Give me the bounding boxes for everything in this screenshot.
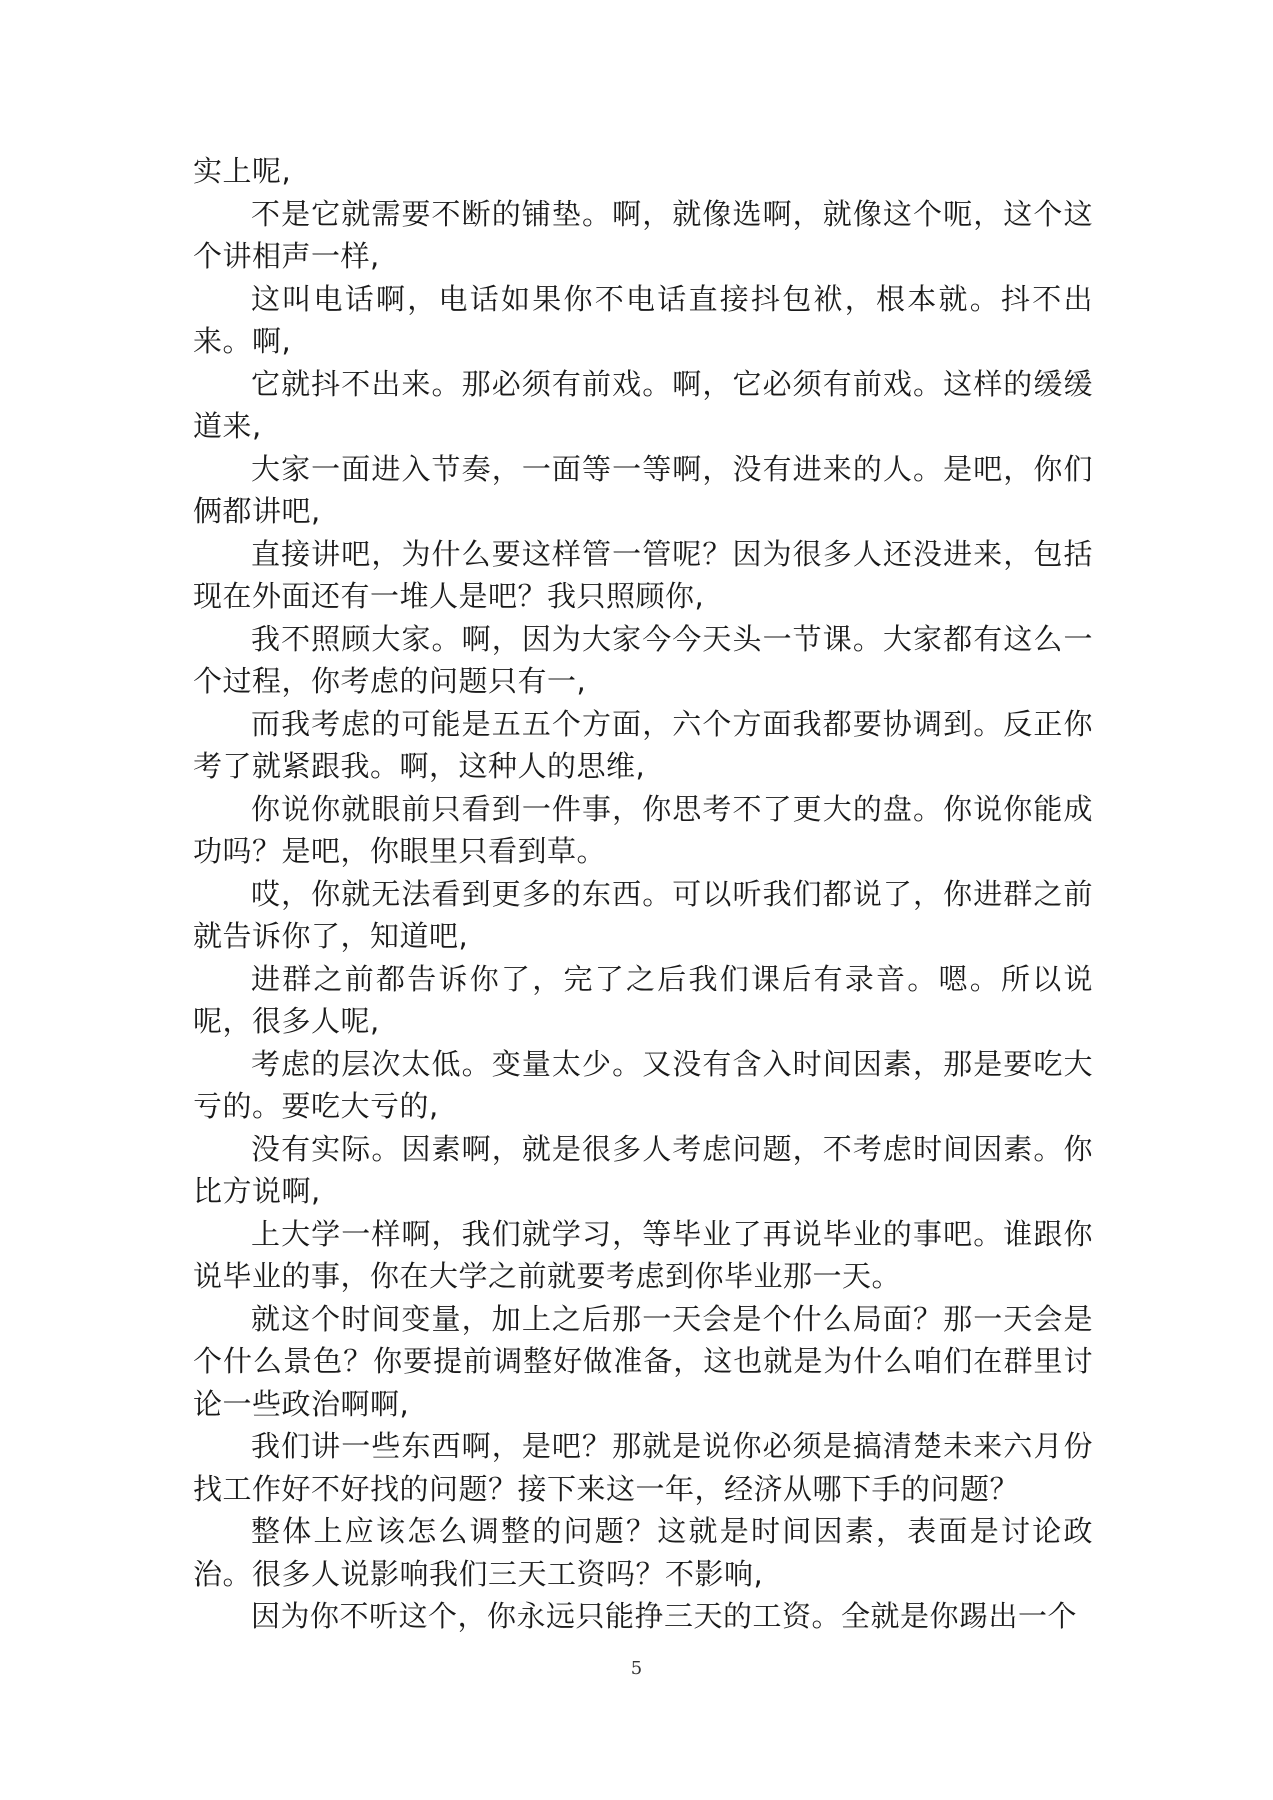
paragraph: 它就抖不出来。那必须有前戏。啊，它必须有前戏。这样的缓缓道来, [193, 366, 1093, 443]
paragraph: 我不照顾大家。啊，因为大家今今天头一节课。大家都有这么一个过程，你考虑的问题只有一, [193, 621, 1093, 698]
paragraph: 整体上应该怎么调整的问题？这就是时间因素，表面是讨论政治。很多人说影响我们三天工资吗？不影响, [193, 1514, 1093, 1591]
paragraph: 而我考虑的可能是五五个方面，六个方面我都要协调到。反正你考了就紧跟我。啊，这种人的思维, [193, 706, 1093, 783]
paragraph: 实上呢, [193, 154, 292, 188]
page-number: 5 [630, 1658, 643, 1679]
paragraph: 因为你不听这个，你永远只能挣三天的工资。全就是你踢出一个 [251, 1599, 1078, 1633]
paragraph: 你说你就眼前只看到一件事，你思考不了更大的盘。你说你能成功吗？是吧，你眼里只看到草。 [193, 791, 1093, 868]
paragraph: 不是它就需要不断的铺垫。啊，就像选啊，就像这个呃，这个这个讲相声一样, [193, 196, 1093, 273]
paragraph: 进群之前都告诉你了，完了之后我们课后有录音。嗯。所以说呢，很多人呢, [193, 961, 1093, 1038]
paragraph: 没有实际。因素啊，就是很多人考虑问题，不考虑时间因素。你比方说啊, [193, 1131, 1093, 1208]
paragraph: 就这个时间变量，加上之后那一天会是个什么局面？那一天会是个什么景色？你要提前调整好做准备，这也就是为什么咱们在群里讨论一些政治啊啊, [193, 1301, 1093, 1421]
paragraph: 直接讲吧，为什么要这样管一管呢？因为很多人还没进来，包括现在外面还有一堆人是吧？我只照顾你, [193, 536, 1093, 613]
paragraph: 哎，你就无法看到更多的东西。可以听我们都说了，你进群之前就告诉你了，知道吧, [193, 876, 1093, 953]
paragraph: 这叫电话啊，电话如果你不电话直接抖包袱，根本就。抖不出来。啊, [193, 281, 1093, 358]
paragraph: 考虑的层次太低。变量太少。又没有含入时间因素，那是要吃大亏的。要吃大亏的, [193, 1046, 1093, 1123]
paragraph: 我们讲一些东西啊，是吧？那就是说你必须是搞清楚未来六月份找工作好不好找的问题？接下来这一年，经济从哪下手的问题？ [193, 1429, 1093, 1506]
paragraph: 上大学一样啊，我们就学习，等毕业了再说毕业的事吧。谁跟你说毕业的事，你在大学之前就要考虑到你毕业那一天。 [193, 1216, 1093, 1293]
document-body [193, 150, 1093, 1638]
paragraph: 大家一面进入节奏，一面等一等啊，没有进来的人。是吧，你们俩都讲吧, [193, 451, 1093, 528]
